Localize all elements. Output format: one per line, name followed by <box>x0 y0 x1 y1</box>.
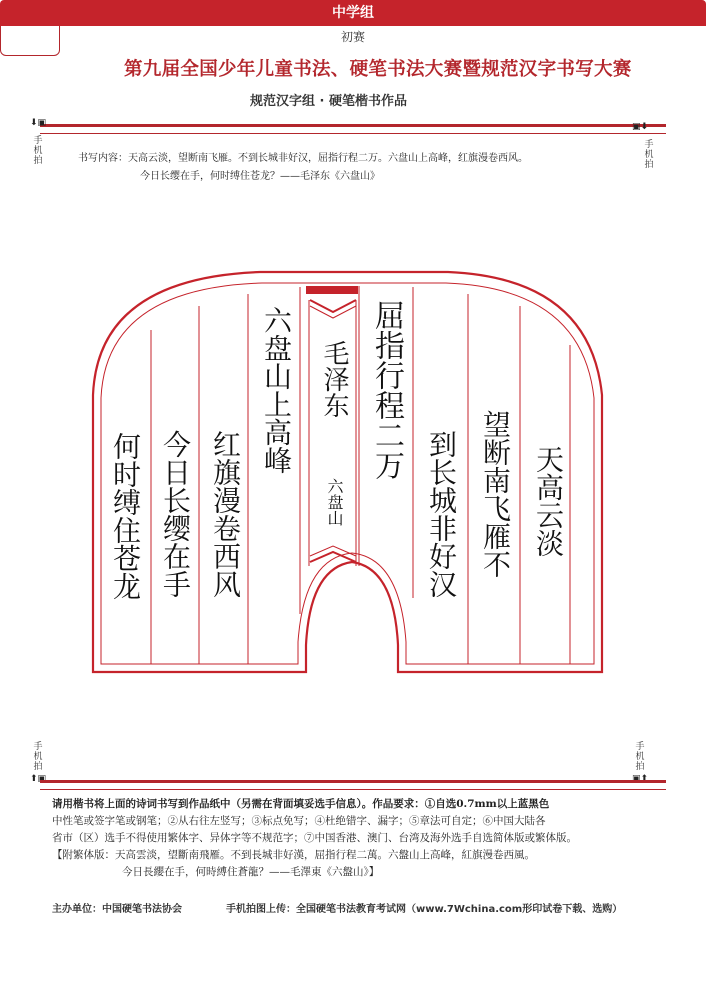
signature-title <box>320 478 348 526</box>
calligraphy-column-5 <box>254 306 298 474</box>
phone-photo-label-left-top: 手机拍 <box>33 136 43 166</box>
content-line-2: 今日长缨在手，何时缚住苍龙？——毛泽东《六盘山》 <box>140 171 380 182</box>
camera-icon: ⬆▣ <box>30 774 47 784</box>
calligraphy-column-4 <box>364 300 408 480</box>
column-text: 何时缚住苍龙 <box>109 432 142 600</box>
footer-upload: 手机拍图上传：全国硬笔书法教育考试网（www.7Wchina.com形印试卷下载、选购） <box>226 904 623 915</box>
column-text: 六盘山上高峰 <box>260 306 293 474</box>
bottom-rule <box>40 780 666 790</box>
calligraphy-column-7 <box>154 430 196 598</box>
instructions-line-5: 今日長纓在手，何時縛住蒼龍？——毛澤東《六盤山》】 <box>122 866 380 878</box>
badge-group-label: 中学组 <box>0 0 706 26</box>
instructions-line-2: 中性笔或签字笔或钢笔；②从右往左竖写；③标点免写；④杜绝错字、漏字；⑤章法可自定；⑥中国大陆各 <box>52 815 546 827</box>
calligraphy-column-3 <box>420 430 462 598</box>
badge-stage-label: 初赛 <box>340 30 365 44</box>
signature-title-text: 六盘山 <box>325 478 344 526</box>
column-text: 红旗漫卷西风 <box>209 430 242 598</box>
content-line-1: 书写内容：天高云淡，望断南飞雁。不到长城非好汉，屈指行程二万。六盘山上高峰，红旗漫卷西风。 <box>78 153 528 164</box>
signature-name <box>314 340 354 418</box>
phone-photo-label-left-bottom: 手机拍 <box>33 742 43 772</box>
signature-name-text: 毛泽东 <box>319 340 349 418</box>
camera-icon: ▣⬆ <box>632 774 649 784</box>
column-text: 望断南飞雁不 <box>479 410 512 578</box>
page-title: 第九届全国少年儿童书法、硬笔书法大赛暨规范汉字书写大赛 <box>124 59 632 80</box>
camera-icon: ▣⬇ <box>632 122 649 132</box>
calligraphy-column-2 <box>474 410 516 578</box>
column-text: 屈指行程二万 <box>369 300 404 480</box>
instructions-line-1: 请用楷书将上面的诗词书写到作品纸中（另需在背面填妥选手信息）。作品要求：①自选0.7mm以上蓝黑色 <box>52 798 550 810</box>
column-text: 今日长缨在手 <box>159 430 192 598</box>
instructions-line-4: 【附繁体版：天高雲淡，望斷南飛雁。不到長城非好漢，屈指行程二萬。六盤山上高峰，紅旗漫卷西風。 <box>52 849 535 861</box>
camera-icon: ⬇▣ <box>30 118 47 128</box>
footer-organizer: 主办单位：中国硬笔书法协会 <box>52 904 182 915</box>
calligraphy-column-8 <box>104 432 146 600</box>
instructions-line-3: 省市（区）选手不得使用繁体字、异体字等不规范字；⑦中国香港、澳门、台湾及海外选手自选简体版或繁体版。 <box>52 832 577 844</box>
phone-photo-label-right-top: 手机拍 <box>644 140 654 170</box>
column-text: 天高云淡 <box>532 445 565 557</box>
calligraphy-column-1 <box>528 445 568 557</box>
calligraphy-column-6 <box>204 430 246 598</box>
instructions <box>52 796 652 881</box>
page-subtitle: 规范汉字组 · 硬笔楷书作品 <box>250 94 407 109</box>
column-text: 到长城非好汉 <box>425 430 458 598</box>
phone-photo-label-right-bottom: 手机拍 <box>635 742 645 772</box>
